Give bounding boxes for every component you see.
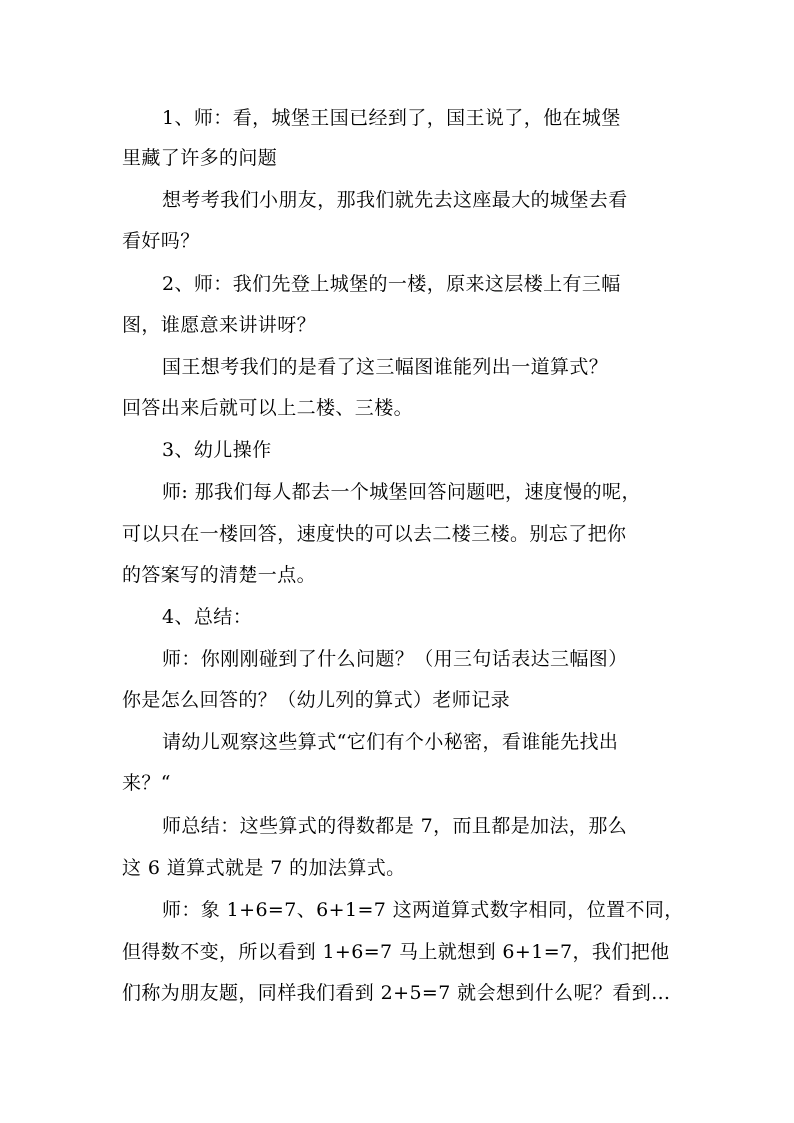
paragraph-5-line-1: 师: 那我们每人都去一个城堡回答问题吧，速度慢的呢， bbox=[162, 481, 641, 503]
paragraph-9-line-2: 但得数不变，所以看到 1+6=7 马上就想到 6+1=7，我们把他 bbox=[122, 941, 670, 963]
paragraph-3-line-1: 2、师：我们先登上城堡的一楼，原来这层楼上有三幅 bbox=[162, 273, 621, 295]
paragraph-8-line-2: 这 6 道算式就是 7 的加法算式。 bbox=[122, 857, 406, 879]
paragraph-7-line-2: 来？“ bbox=[122, 772, 171, 794]
paragraph-7-line-1: 请幼儿观察这些算式“它们有个小秘密，看谁能先找出 bbox=[162, 731, 619, 753]
paragraph-3-line-2: 图，谁愿意来讲讲呀？ bbox=[122, 314, 317, 336]
paragraph-2-line-1: 想考考我们小朋友，那我们就先去这座最大的城堡去看 bbox=[162, 189, 628, 211]
paragraph-8-line-1: 师总结：这些算式的得数都是 7，而且都是加法，那么 bbox=[162, 815, 628, 837]
section-heading-4: 4、总结： bbox=[162, 606, 253, 628]
paragraph-6-line-2: 你是怎么回答的？（幼儿列的算式）老师记录 bbox=[122, 689, 511, 711]
paragraph-1-line-2: 里藏了许多的问题 bbox=[122, 147, 278, 169]
section-heading-3: 3、幼儿操作 bbox=[162, 439, 272, 461]
paragraph-1-line-1: 1、师：看，城堡王国已经到了，国王说了，他在城堡 bbox=[162, 107, 621, 129]
paragraph-5-line-2: 可以只在一楼回答，速度快的可以去二楼三楼。别忘了把你 bbox=[122, 523, 627, 545]
paragraph-4-line-2: 回答出来后就可以上二楼、三楼。 bbox=[122, 397, 414, 419]
paragraph-9-line-3: 们称为朋友题，同样我们看到 2+5=7 就会想到什么呢？看到… bbox=[122, 982, 671, 1004]
paragraph-9-line-1: 师：象 1+6=7、6+1=7 这两道算式数字相同，位置不同， bbox=[162, 899, 684, 921]
paragraph-5-line-3: 的答案写的清楚一点。 bbox=[122, 564, 317, 586]
paragraph-2-line-2: 看好吗？ bbox=[122, 230, 200, 252]
paragraph-6-line-1: 师：你刚刚碰到了什么问题？（用三句话表达三幅图） bbox=[162, 648, 628, 670]
paragraph-4-line-1: 国王想考我们的是看了这三幅图谁能列出一道算式？ bbox=[162, 356, 609, 378]
